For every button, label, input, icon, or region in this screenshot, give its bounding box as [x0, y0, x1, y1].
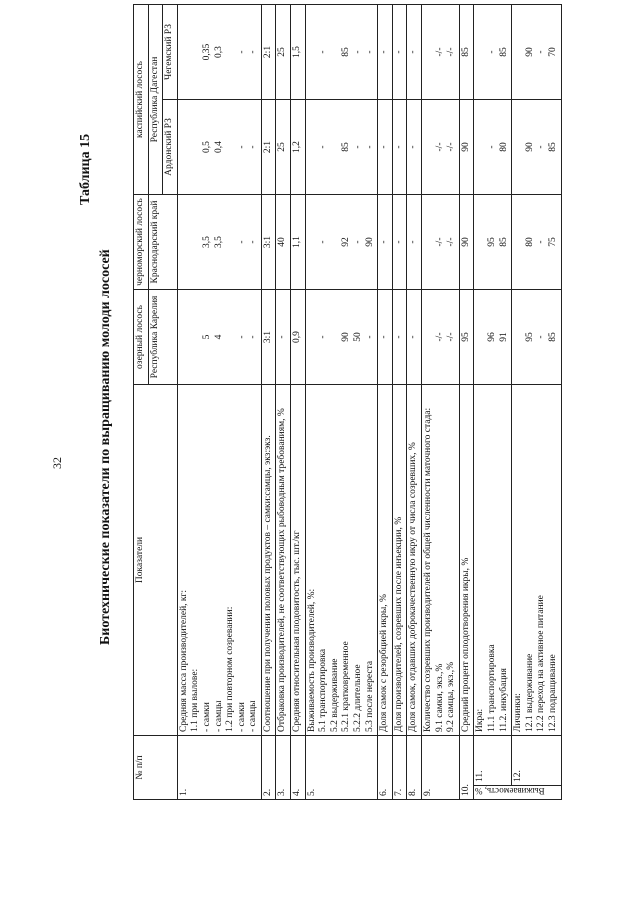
indicator-line: - самки: [201, 702, 212, 732]
value-line: -: [318, 145, 329, 149]
value-line: -: [248, 240, 259, 244]
value-line: -: [536, 240, 547, 244]
indicator-line: 12.1 выдерживание: [524, 653, 535, 732]
value-line: [330, 293, 342, 381]
indicator-line: 5.1 транспортировка: [318, 648, 329, 732]
value-line: -: [353, 145, 364, 149]
value-line: -: [318, 50, 329, 54]
value-cell: [407, 4, 422, 99]
value-cell: [378, 290, 393, 385]
header-region-chegem: Чегемский РЗ: [163, 4, 178, 99]
page-number: 32: [50, 457, 64, 469]
header-group-lake: озерный лосось: [134, 290, 149, 385]
row-number: 11.: [474, 736, 512, 786]
side-label: Выживаемость, %: [475, 786, 546, 796]
value-line: 1,1: [292, 236, 303, 248]
indicator-cell: [276, 385, 291, 736]
row-number: 3.: [276, 736, 291, 800]
value-line: [307, 198, 319, 286]
value-line: -: [379, 50, 390, 54]
value-line: -: [393, 50, 404, 54]
value-cell: [422, 290, 460, 385]
value-line: -: [379, 335, 390, 339]
value-line: 3,5: [213, 236, 224, 248]
value-line: 92: [341, 237, 352, 247]
value-line: 2:1: [262, 140, 273, 154]
value-line: -/-: [446, 47, 457, 57]
document-title: Биотехнические показатели по выращиванию молоди лососей: [98, 249, 113, 645]
value-cell: [474, 290, 512, 385]
table-row: [474, 4, 512, 799]
value-line: 90: [460, 142, 471, 152]
value-line: -: [393, 335, 404, 339]
value-line: [190, 103, 202, 191]
value-line: 4: [213, 334, 224, 340]
value-cell: [512, 100, 561, 195]
row-number: 9.: [422, 736, 460, 800]
value-line: -: [364, 50, 375, 54]
value-line: 85: [460, 47, 471, 57]
value-line: [423, 198, 435, 286]
value-line: [179, 198, 191, 286]
row-number: 2.: [261, 736, 276, 800]
value-cell: [177, 4, 261, 99]
value-line: -: [536, 145, 547, 149]
value-cell: [378, 100, 393, 195]
table-row: [512, 4, 561, 799]
indicator-line: 11.1 транспортировка: [486, 644, 497, 732]
value-cell: [474, 4, 512, 99]
value-line: -/-: [446, 142, 457, 152]
indicator-cell: [459, 385, 474, 736]
table-row: [422, 4, 460, 799]
row-number: 10.: [459, 736, 474, 800]
value-cell: [512, 290, 561, 385]
table-row: [407, 4, 422, 799]
value-line: 85: [341, 142, 352, 152]
value-line: 85: [498, 47, 509, 57]
value-cell: [177, 100, 261, 195]
value-line: 1,2: [292, 141, 303, 153]
value-line: [190, 293, 202, 381]
value-cell: [261, 195, 276, 290]
header-num: № п/п: [134, 736, 178, 800]
value-line: 85: [498, 237, 509, 247]
value-line: 0,9: [292, 331, 303, 343]
value-cell: [291, 100, 306, 195]
indicator-line: - самцы: [213, 700, 224, 732]
value-line: 75: [547, 237, 558, 247]
value-line: [190, 8, 202, 96]
indicator-line: Выживаемость производителей, %:: [306, 588, 317, 732]
value-cell: [459, 4, 474, 99]
value-line: [225, 8, 237, 96]
value-cell: [392, 195, 407, 290]
value-line: 0,4: [213, 141, 224, 153]
row-number: 12.: [512, 736, 561, 786]
table-row: [378, 4, 393, 799]
value-line: -/-: [434, 142, 445, 152]
value-cell: [407, 100, 422, 195]
value-line: -: [236, 335, 247, 339]
value-line: -/-: [434, 237, 445, 247]
indicator-line: Средний процент оплодотворения икры, %: [460, 557, 471, 732]
table-row: [392, 4, 407, 799]
value-line: -: [408, 50, 419, 54]
value-cell: [459, 195, 474, 290]
value-cell: [276, 4, 291, 99]
header-region-karelia: Республика Карелия: [148, 290, 177, 385]
value-line: -: [536, 50, 547, 54]
value-line: [330, 198, 342, 286]
indicator-cell: [392, 385, 407, 736]
indicator-line: Соотношение при получении половых продуктов – самки:самцы, экз:экз.: [262, 435, 273, 732]
value-line: -: [486, 145, 497, 149]
value-cell: [276, 195, 291, 290]
value-cell: [474, 100, 512, 195]
value-cell: [422, 195, 460, 290]
value-line: -: [236, 240, 247, 244]
value-line: -: [408, 145, 419, 149]
indicator-line: 12.3 подращивание: [547, 654, 558, 732]
value-cell: [392, 4, 407, 99]
value-cell: [422, 100, 460, 195]
value-line: [513, 103, 525, 191]
value-line: -: [236, 145, 247, 149]
value-line: -: [379, 240, 390, 244]
value-line: [513, 293, 525, 381]
value-line: [307, 8, 319, 96]
value-cell: [407, 290, 422, 385]
indicator-line: - самки: [236, 702, 247, 732]
indicator-cell: [512, 385, 561, 736]
value-line: [513, 8, 525, 96]
indicator-cell: [407, 385, 422, 736]
value-line: 0,35: [201, 43, 212, 61]
indicator-cell: [422, 385, 460, 736]
row-number: 8.: [407, 736, 422, 800]
table-body: [177, 4, 561, 799]
value-line: [179, 8, 191, 96]
indicator-line: Отбраковка производителей, не соответствующих рыбоводным требованиям, %: [277, 408, 288, 732]
indicator-line: Доля самок, отдавших доброкачественную икру от числа созревших, %: [408, 442, 419, 732]
value-line: -/-: [446, 332, 457, 342]
value-line: [330, 8, 342, 96]
value-line: 90: [364, 237, 375, 247]
value-line: [179, 103, 191, 191]
value-line: [330, 103, 342, 191]
value-cell: [261, 100, 276, 195]
value-line: [423, 103, 435, 191]
value-line: 90: [524, 47, 535, 57]
indicator-line: 5.2.2 длительное: [353, 664, 364, 732]
value-cell: [177, 290, 261, 385]
value-line: -: [318, 240, 329, 244]
value-line: -: [353, 240, 364, 244]
indicator-line: 11.2. инкубация: [498, 668, 509, 732]
value-line: 70: [547, 47, 558, 57]
value-cell: [305, 4, 378, 99]
table-row: [291, 4, 306, 799]
header-region-krasnodar: Краснодарский край: [148, 195, 177, 290]
table-row: [459, 4, 474, 799]
value-line: -: [393, 145, 404, 149]
value-line: 90: [524, 142, 535, 152]
value-line: 0,3: [213, 46, 224, 58]
value-line: -: [248, 145, 259, 149]
indicator-line: 12.2 переход на активное питание: [536, 595, 547, 732]
value-cell: [276, 290, 291, 385]
value-line: [307, 103, 319, 191]
indicator-line: - самцы: [248, 700, 259, 732]
value-cell: [392, 290, 407, 385]
header-indicator: Показатели: [134, 385, 178, 736]
indicator-line: Средняя масса производителей, кг:: [178, 589, 189, 732]
value-cell: [474, 195, 512, 290]
indicator-line: Количество созревших производителей от общей численности маточного стада:: [423, 407, 434, 732]
value-line: -: [236, 50, 247, 54]
value-cell: [305, 290, 378, 385]
indicator-line: 9.1 самки, экз.,%: [434, 663, 445, 732]
value-line: -: [393, 240, 404, 244]
value-line: [423, 293, 435, 381]
indicator-cell: [305, 385, 378, 736]
table-label: Таблица 15: [78, 133, 93, 205]
value-cell: [305, 100, 378, 195]
indicator-line: 1.1 при вылове:: [190, 668, 201, 732]
header-group-caspian: каспийский лосось: [134, 4, 149, 194]
row-number: 4.: [291, 736, 306, 800]
value-line: -: [486, 50, 497, 54]
value-cell: [177, 195, 261, 290]
indicator-line: 9.2 самцы, экз.,%: [446, 661, 457, 732]
value-line: -: [277, 335, 288, 339]
value-line: -: [248, 50, 259, 54]
indicator-line: 5.3 после нереста: [364, 660, 375, 732]
table-row: [305, 4, 378, 799]
table-row: [261, 4, 276, 799]
value-line: [307, 293, 319, 381]
value-line: 0,5: [201, 141, 212, 153]
indicator-line: Личинки:: [513, 693, 524, 732]
value-line: 95: [524, 332, 535, 342]
value-line: [225, 198, 237, 286]
value-line: -/-: [434, 47, 445, 57]
biotech-table: [133, 4, 562, 800]
value-line: 3:1: [262, 235, 273, 249]
value-line: 90: [460, 237, 471, 247]
value-line: [423, 8, 435, 96]
value-line: [475, 293, 487, 381]
value-cell: [512, 195, 561, 290]
value-line: -: [536, 335, 547, 339]
value-cell: [276, 100, 291, 195]
side-label-cell: [474, 786, 561, 800]
indicator-cell: [261, 385, 276, 736]
value-cell: [291, 195, 306, 290]
header-region-ardon: Ардонский РЗ: [163, 100, 178, 195]
value-line: -: [248, 335, 259, 339]
value-line: 96: [486, 332, 497, 342]
value-line: [225, 103, 237, 191]
value-line: -: [379, 145, 390, 149]
value-line: 25: [277, 142, 288, 152]
value-line: 5: [201, 334, 212, 340]
value-line: -: [353, 50, 364, 54]
value-line: [475, 103, 487, 191]
value-line: [225, 293, 237, 381]
value-line: 2:1: [262, 45, 273, 59]
indicator-line: 1.2 при повторном созревании:: [225, 606, 236, 732]
value-line: 3,5: [201, 236, 212, 248]
value-line: -: [408, 335, 419, 339]
indicator-cell: [177, 385, 261, 736]
value-line: -/-: [434, 332, 445, 342]
indicator-cell: [291, 385, 306, 736]
value-line: -: [364, 335, 375, 339]
value-cell: [261, 4, 276, 99]
value-cell: [407, 195, 422, 290]
value-line: [190, 198, 202, 286]
value-line: -: [364, 145, 375, 149]
value-line: 3:1: [262, 330, 273, 344]
row-number: 5.: [305, 736, 378, 800]
value-cell: [291, 290, 306, 385]
indicator-cell: [474, 385, 512, 736]
value-line: 40: [277, 237, 288, 247]
indicator-line: 5.2.1 кратковременное: [341, 641, 352, 732]
value-cell: [261, 290, 276, 385]
value-line: 80: [524, 237, 535, 247]
indicator-line: 5.2 выдерживание: [329, 658, 340, 732]
value-line: 95: [486, 237, 497, 247]
value-line: [179, 293, 191, 381]
value-line: [475, 8, 487, 96]
indicator-line: Икра:: [475, 708, 486, 732]
value-cell: [392, 100, 407, 195]
value-line: 85: [341, 47, 352, 57]
value-line: 1,5: [292, 46, 303, 58]
value-cell: [378, 4, 393, 99]
value-cell: [378, 195, 393, 290]
table-row: [177, 4, 261, 799]
value-cell: [305, 195, 378, 290]
value-line: -: [318, 335, 329, 339]
indicator-line: Доля самок с резорбцией икры, %: [379, 594, 390, 732]
value-line: 91: [498, 332, 509, 342]
value-cell: [459, 100, 474, 195]
value-line: 80: [498, 142, 509, 152]
indicator-line: Доля производителей, созревших после инъекции, %: [393, 516, 404, 732]
indicator-line: Средняя относительная плодовитость, тыс. шт./кг: [292, 530, 303, 732]
value-line: -: [408, 240, 419, 244]
row-number: 1.: [177, 736, 261, 800]
value-line: 90: [341, 332, 352, 342]
header-region-dagestan: Республика Дагестан: [148, 4, 163, 194]
value-line: 85: [547, 142, 558, 152]
value-line: [475, 198, 487, 286]
table-row: [276, 4, 291, 799]
row-number: 7.: [392, 736, 407, 800]
header-group-blacksea: черноморский лосось: [134, 195, 149, 290]
value-cell: [422, 4, 460, 99]
value-line: -/-: [446, 237, 457, 247]
indicator-cell: [378, 385, 393, 736]
value-line: 85: [547, 332, 558, 342]
value-line: 95: [460, 332, 471, 342]
value-cell: [512, 4, 561, 99]
row-number: 6.: [378, 736, 393, 800]
value-line: 50: [353, 332, 364, 342]
value-line: [513, 198, 525, 286]
value-cell: [291, 4, 306, 99]
value-line: 25: [277, 47, 288, 57]
value-cell: [459, 290, 474, 385]
